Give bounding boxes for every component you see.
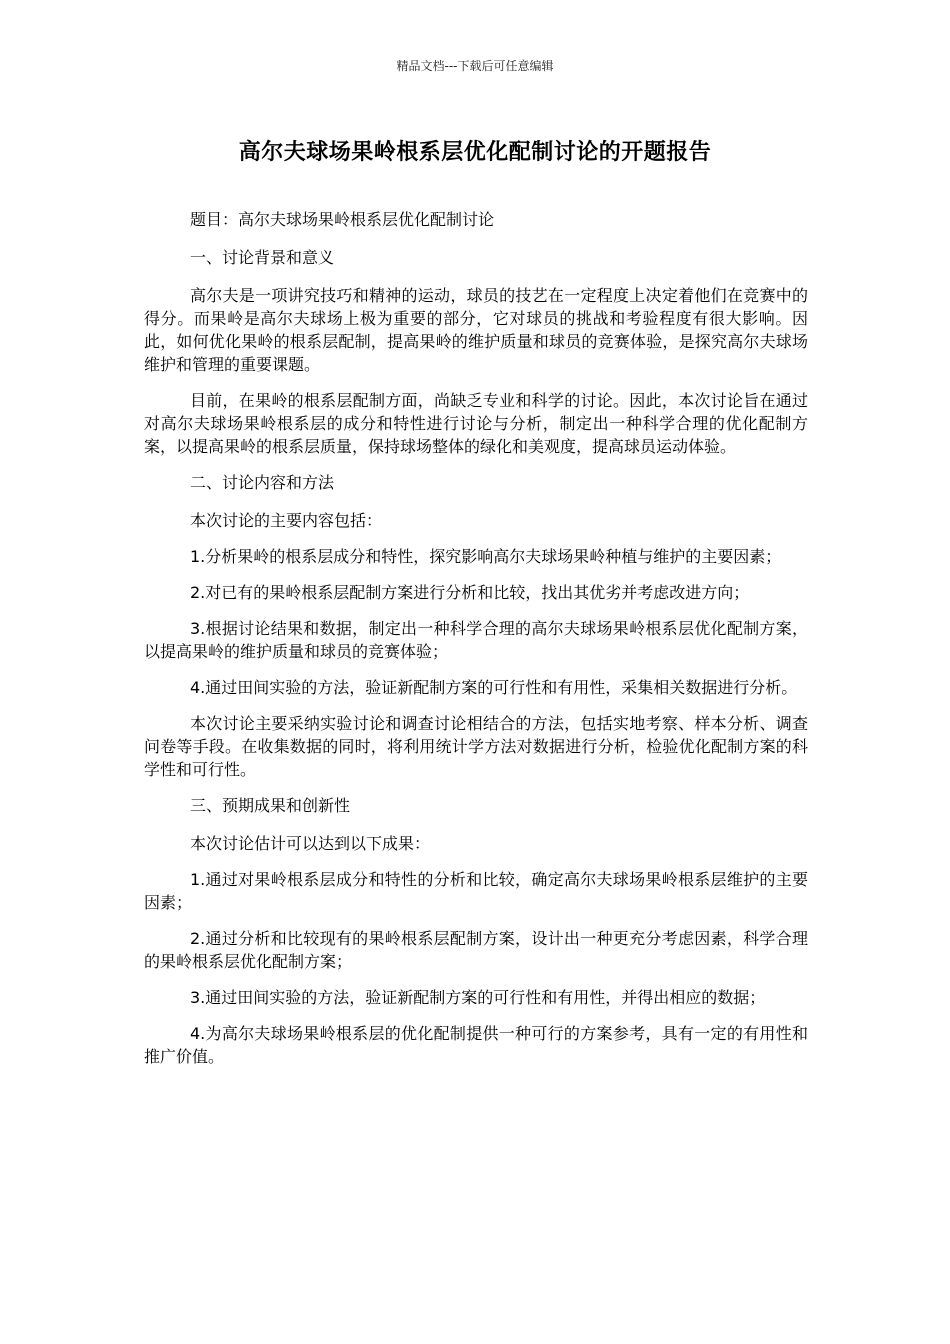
list-item-outcome-3: 3.通过田间实验的方法，验证新配制方案的可行性和有用性，并得出相应的数据；: [190, 988, 766, 1007]
section-heading-background: 一、讨论背景和意义: [190, 248, 335, 267]
section-heading-content-methods: 二、讨论内容和方法: [190, 473, 335, 492]
paragraph-outcomes-intro: 本次讨论估计可以达到以下成果：: [190, 834, 431, 853]
page-header-note: 精品文档---下载后可任意编辑: [396, 59, 554, 73]
list-item-content-3: 3.根据讨论结果和数据，制定出一种科学合理的高尔夫球场果岭根系层优化配制方案，以提高果岭的维护质量和球员的竞赛体验；: [144, 619, 808, 661]
paragraph-methods: 本次讨论主要采纳实验讨论和调查讨论相结合的方法，包括实地考察、样本分析、调查问卷等手段。在收集数据的同时，将利用统计学方法对数据进行分析，检验优化配制方案的科学性和可行性。: [144, 714, 808, 779]
subject-line: 题目：高尔夫球场果岭根系层优化配制讨论: [190, 210, 495, 229]
document-body: [144, 208, 808, 1081]
list-item-content-4: 4.通过田间实验的方法，验证新配制方案的可行性和有用性，采集相关数据进行分析。: [190, 678, 798, 697]
list-item-outcome-1: 1.通过对果岭根系层成分和特性的分析和比较，确定高尔夫球场果岭根系层维护的主要因素；: [144, 870, 808, 912]
paragraph-background-2: 目前，在果岭的根系层配制方面，尚缺乏专业和科学的讨论。因此，本次讨论旨在通过对高尔夫球场果岭根系层的成分和特性进行讨论与分析，制定出一种科学合理的优化配制方案，以提高果岭的根系层质量，保持球场整体的绿化和美观度，提高球员运动体验。: [144, 391, 808, 456]
list-item-outcome-4: 4.为高尔夫球场果岭根系层的优化配制提供一种可行的方案参考，具有一定的有用性和推广价值。: [144, 1024, 808, 1066]
section-heading-outcomes: 三、预期成果和创新性: [190, 796, 351, 815]
paragraph-background-1: 高尔夫是一项讲究技巧和精神的运动，球员的技艺在一定程度上决定着他们在竞赛中的得分。而果岭是高尔夫球场上极为重要的部分，它对球员的挑战和考验程度有很大影响。因此，如何优化果岭的根系层配制，提高果岭的维护质量和球员的竞赛体验，是探究高尔夫球场维护和管理的重要课题。: [144, 286, 808, 374]
list-item-content-2: 2.对已有的果岭根系层配制方案进行分析和比较，找出其优劣并考虑改进方向；: [190, 583, 750, 602]
document-title: 高尔夫球场果岭根系层优化配制讨论的开题报告: [238, 140, 712, 165]
paragraph-content-intro: 本次讨论的主要内容包括：: [190, 511, 383, 530]
list-item-content-1: 1.分析果岭的根系层成分和特性，探究影响高尔夫球场果岭种植与维护的主要因素；: [190, 547, 782, 566]
list-item-outcome-2: 2.通过分析和比较现有的果岭根系层配制方案，设计出一种更充分考虑因素，科学合理的果岭根系层优化配制方案；: [144, 929, 808, 971]
